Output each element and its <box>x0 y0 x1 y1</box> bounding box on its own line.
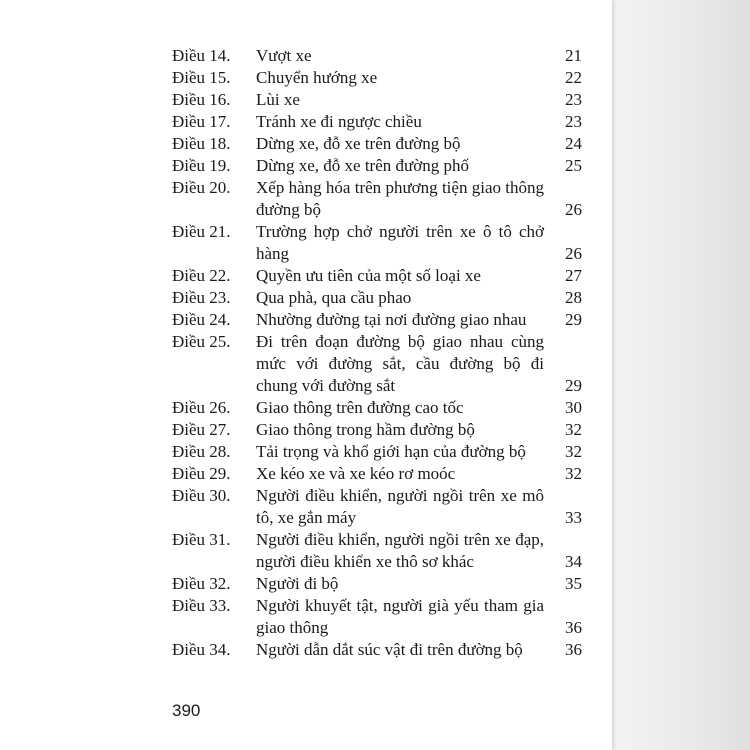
page-number: 27 <box>565 266 582 285</box>
page-number: 22 <box>565 68 582 87</box>
toc-entry <box>172 177 582 221</box>
article-number: Điều 29. <box>172 464 231 483</box>
toc-entry <box>172 639 582 661</box>
article-title: Chuyển hướng xe <box>256 68 378 87</box>
toc-entry <box>172 89 582 111</box>
article-title: Xe kéo xe và xe kéo rơ moóc <box>256 464 456 483</box>
article-title: Giao thông trên đường cao tốc <box>256 398 464 417</box>
article-number: Điều 15. <box>172 68 231 87</box>
page-number: 36 <box>565 618 582 637</box>
article-number: Điều 17. <box>172 112 231 131</box>
page-number: 35 <box>565 574 582 593</box>
article-title: Lùi xe <box>256 90 300 109</box>
article-number: Điều 27. <box>172 420 231 439</box>
article-title: Người điều khiển, người ngồi trên xe đạp, người điều khiển xe thô sơ khác <box>256 530 544 571</box>
page-number: 28 <box>565 288 582 307</box>
article-number: Điều 28. <box>172 442 231 461</box>
toc-entry <box>172 265 582 287</box>
article-number: Điều 18. <box>172 134 231 153</box>
article-number: Điều 14. <box>172 46 231 65</box>
article-number: Điều 25. <box>172 332 231 351</box>
folio-page-number: 390 <box>172 701 201 720</box>
page-number: 23 <box>565 90 582 109</box>
article-title: Giao thông trong hầm đường bộ <box>256 420 475 439</box>
page-number: 21 <box>565 46 582 65</box>
page-edge-background <box>612 0 750 750</box>
page-number: 23 <box>565 112 582 131</box>
toc-entry <box>172 45 582 67</box>
article-title: Xếp hàng hóa trên phương tiện giao thông đường bộ <box>256 178 544 219</box>
article-title: Vượt xe <box>256 46 312 65</box>
article-number: Điều 30. <box>172 486 231 505</box>
article-number: Điều 33. <box>172 596 231 615</box>
toc-entry <box>172 67 582 89</box>
page-number: 36 <box>565 640 582 659</box>
article-title: Người đi bộ <box>256 574 339 593</box>
article-number: Điều 16. <box>172 90 231 109</box>
article-title: Qua phà, qua cầu phao <box>256 288 412 307</box>
toc-entry <box>172 309 582 331</box>
article-title: Người điều khiển, người ngồi trên xe mô tô, xe gắn máy <box>256 486 544 527</box>
toc-entry <box>172 441 582 463</box>
article-title: Đi trên đoạn đường bộ giao nhau cùng mức với đường sắt, cầu đường bộ đi chung với đường sắt <box>256 332 544 395</box>
page-number: 32 <box>565 464 582 483</box>
page-number: 29 <box>565 310 582 329</box>
article-title: Quyền ưu tiên của một số loại xe <box>256 266 481 285</box>
page-number: 29 <box>565 376 582 395</box>
article-title: Dừng xe, đỗ xe trên đường bộ <box>256 134 461 153</box>
page-number: 24 <box>565 134 582 153</box>
toc-entry <box>172 155 582 177</box>
toc-entry <box>172 463 582 485</box>
toc-entry <box>172 595 582 639</box>
article-title: Tránh xe đi ngược chiều <box>256 112 422 131</box>
toc-entry <box>172 529 582 573</box>
toc-entry <box>172 133 582 155</box>
page-number: 34 <box>565 552 582 571</box>
page-number: 33 <box>565 508 582 527</box>
article-number: Điều 26. <box>172 398 231 417</box>
toc-entry <box>172 573 582 595</box>
article-number: Điều 22. <box>172 266 231 285</box>
article-title: Người dẫn dắt súc vật đi trên đường bộ <box>256 640 523 659</box>
article-number: Điều 20. <box>172 178 231 197</box>
page-number: 26 <box>565 244 582 263</box>
toc-entry <box>172 111 582 133</box>
table-of-contents <box>172 45 582 661</box>
article-number: Điều 23. <box>172 288 231 307</box>
toc-entry <box>172 331 582 397</box>
article-number: Điều 32. <box>172 574 231 593</box>
article-title: Tải trọng và khổ giới hạn của đường bộ <box>256 442 526 461</box>
toc-entry <box>172 221 582 265</box>
article-number: Điều 19. <box>172 156 231 175</box>
article-title: Nhường đường tại nơi đường giao nhau <box>256 310 527 329</box>
page-number: 26 <box>565 200 582 219</box>
article-title: Trường hợp chở người trên xe ô tô chở hàng <box>256 222 544 263</box>
toc-entry <box>172 419 582 441</box>
article-number: Điều 21. <box>172 222 231 241</box>
toc-entry <box>172 397 582 419</box>
page-number: 30 <box>565 398 582 417</box>
page-number: 32 <box>565 442 582 461</box>
page-number: 25 <box>565 156 582 175</box>
article-title: Người khuyết tật, người già yếu tham gia giao thông <box>256 596 544 637</box>
article-number: Điều 24. <box>172 310 231 329</box>
toc-entry <box>172 485 582 529</box>
article-number: Điều 34. <box>172 640 231 659</box>
toc-entry <box>172 287 582 309</box>
article-number: Điều 31. <box>172 530 231 549</box>
article-title: Dừng xe, đỗ xe trên đường phố <box>256 156 469 175</box>
page-number: 32 <box>565 420 582 439</box>
